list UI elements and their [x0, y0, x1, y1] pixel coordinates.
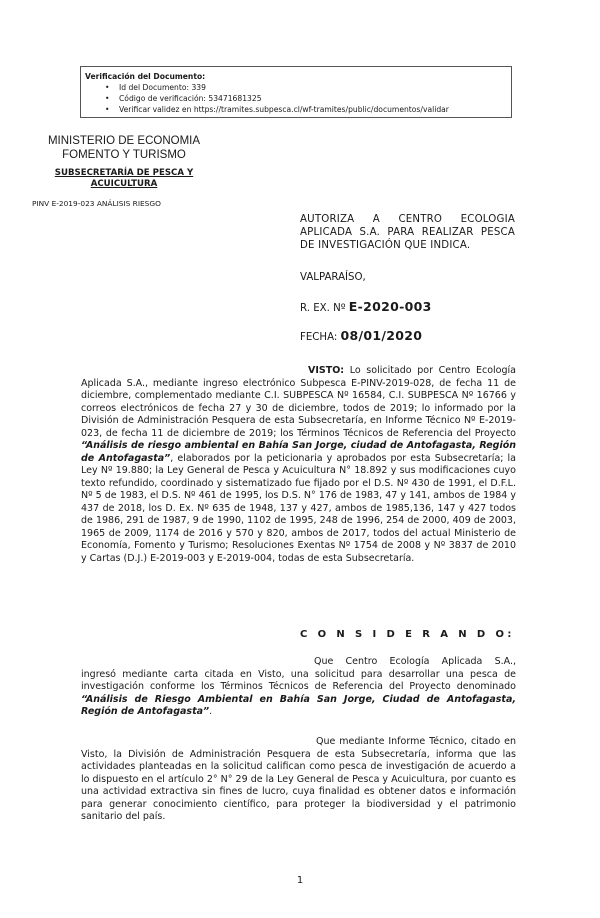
- considerando-paragraph-2: [81, 736, 516, 824]
- subsecretaria-line-2: ACUICULTURA: [90, 179, 158, 189]
- visto-project-name: “Análisis de riesgo ambiental en Bahía San Jorge, ciudad de Antofagasta, Región de Antofagasta”: [81, 440, 516, 464]
- rex-label: R. EX. Nº: [300, 303, 346, 314]
- visto-text-a: Lo solicitado por Centro Ecología Aplicada S.A., mediante ingreso electrónico Subpesca E-PINV-2019-028, de fecha 11 de diciembre, complementado mediante C.I. SUBPESCA Nº 16584, C.I. SUBPESCA Nº 16766 y correos electrónicos de fecha 27 y 30 de diciembre, todos de 2019; lo informado por la División de Administración Pesquera de esta Subsecretaría, en Informe Técnico Nº E-2019-023, de fecha 11 de diciembre de 2019; los Términos Técnicos de Referencia del Proyecto: [81, 365, 516, 439]
- visto-text-b: , elaborados por la peticionaria y aprobados por esta Subsecretaría; la Ley Nº 19.880; la Ley General de Pesca y Acuicultura N° 18.892 y sus modificaciones cuyo texto refundido, coordinado y sistematizado fue fijado por el D.S. Nº 430 de 1991, el D.F.L. Nº 5 de 1983, el D.S. Nº 461 de 1995, los D.S. N° 176 de 1983, 47 y 141, ambos de 1984 y 437 de 2018, los D. Ex. Nº 635 de 1948, 137 y 427, ambos de 1985,136, 147 y 427 todos de 1986, 291 de 1987, 9 de 1990, 1102 de 1995, 248 de 1996, 254 de 2000, 409 de 2003, 1965 de 2009, 1174 de 2016 y 570 y 820, ambos de 2017, todos del actual Ministerio de Economía, Fomento y Turismo; Resoluciones Exentas Nº 1754 de 2008 y Nº 3837 de 2010 y Cartas (D.J.) E-2019-003 y E-2019-004, todas de esta Subsecretaría.: [81, 452, 516, 564]
- date-value: 08/01/2020: [340, 328, 423, 343]
- considerando-heading: C O N S I D E R A N D O:: [300, 629, 515, 640]
- ministry-line-2: FOMENTO Y TURISMO: [62, 149, 186, 161]
- considerando-1-text: Que Centro Ecología Aplicada S.A., ingresó mediante carta citada en Visto, una solicitud para desarrollar una pesca de investigación conforme los Términos Técnicos de Referencia del Proyecto denominado: [81, 656, 516, 692]
- subsecretaria-name: [34, 168, 214, 190]
- considerando-2-text: Que mediante Informe Técnico, citado en Visto, la División de Administración Pesquera de esta Subsecretaría, informa que las actividades planteadas en la solicitud califican como pesca de investigación de acuerdo a lo dispuesto en el artículo 2° N° 29 de la Ley General de Pesca y Acuicultura, por cuanto es una actividad extractiva sin fines de lucro, cuya finalidad es obtener datos e información para generar conocimiento científico, para proteger la biodiversidad y el patrimonio sanitario del país.: [81, 736, 516, 822]
- rex-number: E-2020-003: [348, 299, 432, 314]
- date-label: FECHA:: [300, 332, 338, 343]
- visto-label: VISTO:: [308, 365, 345, 376]
- resolution-number-line: [300, 299, 432, 314]
- verification-list: [85, 82, 511, 115]
- verification-title: Verificación del Documento:: [85, 72, 206, 81]
- visto-section: [81, 365, 516, 565]
- verification-box: [80, 66, 512, 118]
- resolution-title: AUTORIZA A CENTRO ECOLOGIA APLICADA S.A. PARA REALIZAR PESCA DE INVESTIGACIÓN QUE INDICA.: [300, 214, 515, 251]
- verification-url[interactable]: • Verificar validez en https://tramites.subpesca.cl/wf-tramites/public/documentos/validar: [119, 104, 511, 115]
- considerando-1-end: .: [209, 706, 213, 717]
- verification-id: • Id del Documento: 339: [119, 82, 511, 93]
- subsecretaria-line-1: SUBSECRETARÍA DE PESCA Y: [54, 168, 194, 178]
- city-line: VALPARAÍSO,: [300, 272, 366, 283]
- considerando-paragraph-1: [81, 656, 516, 719]
- considerando-1-project: “Análisis de Riesgo Ambiental en Bahía San Jorge, Ciudad de Antofagasta, Región de Antofagasta”: [81, 693, 516, 717]
- page-number: 1: [296, 875, 304, 886]
- document-reference: PINV E-2019-023 ANÁLISIS RIESGO: [32, 199, 161, 208]
- verification-code: • Código de verificación: 53471681325: [119, 93, 511, 104]
- date-line: [300, 328, 422, 343]
- ministry-line-1: MINISTERIO DE ECONOMIA: [47, 135, 201, 147]
- ministry-name: [34, 134, 214, 162]
